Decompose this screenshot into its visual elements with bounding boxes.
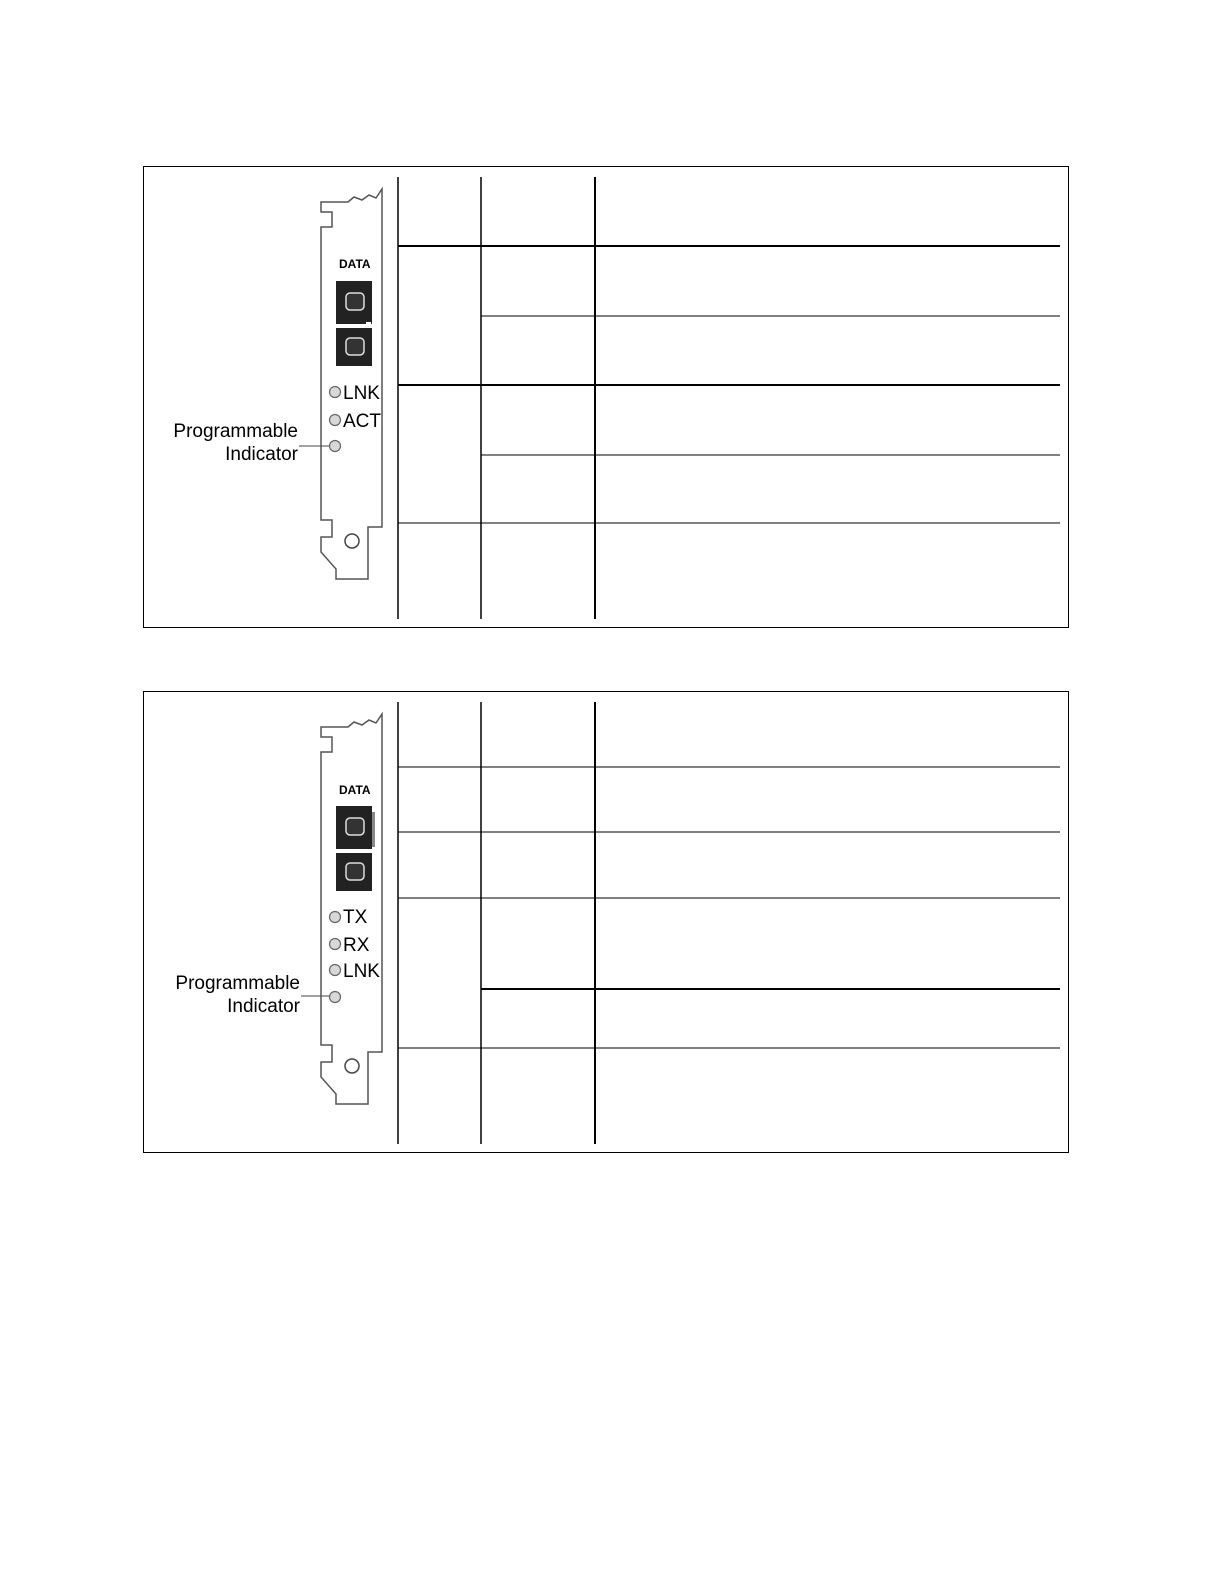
led-programmable-icon: [330, 441, 341, 452]
callout-line-1: Programmable: [173, 421, 298, 442]
fiber-port-bottom: [336, 328, 372, 366]
led-figure-panel-1: [143, 166, 1069, 628]
bracket-screw-hole: [345, 1059, 359, 1073]
led-label-tx: TX: [343, 907, 368, 928]
led-label-rx: RX: [343, 935, 370, 956]
led-label-act: ACT: [343, 411, 381, 432]
led-rx-icon: [330, 939, 341, 950]
fiber-port-top: [336, 281, 372, 325]
led-act-icon: [330, 415, 341, 426]
led-lnk-icon: [330, 387, 341, 398]
callout-line-1: Programmable: [175, 973, 300, 994]
callout-line-2: Indicator: [227, 996, 300, 1017]
led-label-lnk: LNK: [343, 961, 380, 982]
fiber-port-top: [336, 806, 375, 849]
led-tx-icon: [330, 912, 341, 923]
panel-2-drawing: [144, 692, 1070, 1154]
panel-1-drawing: [144, 167, 1070, 629]
led-figure-panel-2: [143, 691, 1069, 1153]
fiber-port-bottom: [336, 851, 372, 891]
led-table-grid: [398, 702, 1060, 1144]
led-programmable-icon: [330, 992, 341, 1003]
callout-line-2: Indicator: [225, 444, 298, 465]
port-label: DATA: [339, 257, 371, 271]
port-label: DATA: [339, 783, 371, 797]
led-table-grid: [398, 177, 1060, 619]
led-lnk-icon: [330, 965, 341, 976]
led-label-lnk: LNK: [343, 383, 380, 404]
bracket-screw-hole: [345, 534, 359, 548]
